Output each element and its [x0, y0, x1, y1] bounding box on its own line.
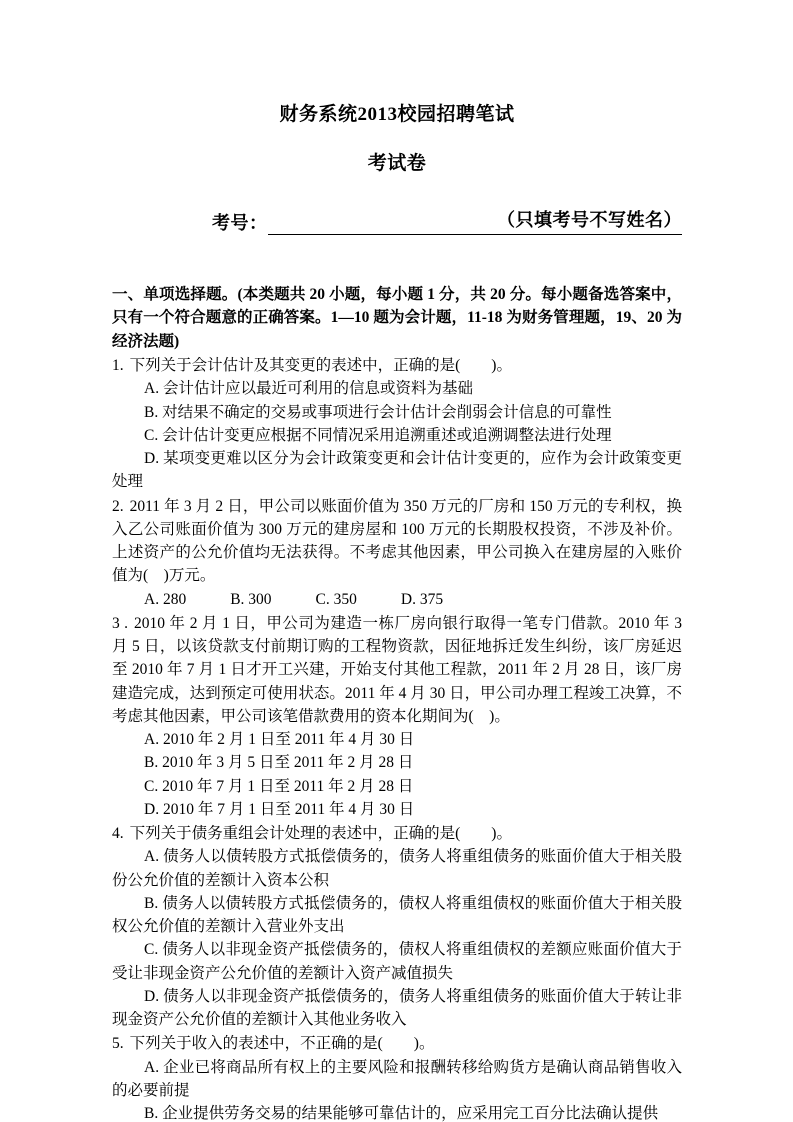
- exam-number-label: 考号：: [212, 212, 268, 233]
- question-number: 3 .: [112, 614, 129, 632]
- question-option[interactable]: B. 2010 年 3 月 5 日至 2011 年 2 月 28 日: [144, 754, 414, 772]
- question-options: [112, 728, 682, 821]
- question-stem-text: 下列关于会计估计及其变更的表述中，正确的是( )。: [129, 357, 512, 375]
- question-list: [112, 354, 682, 1122]
- exam-number-input[interactable]: [268, 206, 683, 235]
- question-block: [112, 612, 682, 821]
- question-stem: [112, 822, 682, 845]
- question-stem-text: 下列关于债务重组会计处理的表述中，正确的是( )。: [129, 825, 512, 843]
- question-stem-text: 下列关于收入的表述中，不正确的是( )。: [129, 1035, 435, 1053]
- question-option[interactable]: D. 某项变更难以区分为会计政策变更和会计估计变更的，应作为会计政策变更处理: [112, 450, 682, 491]
- question-options: [112, 377, 682, 493]
- exam-number-note: （只填考号不写姓名）: [497, 209, 682, 230]
- exam-number-row: [112, 206, 682, 235]
- question-number: 2.: [112, 497, 124, 515]
- page-title: 财务系统2013校园招聘笔试: [279, 104, 515, 125]
- question-option[interactable]: A. 企业已将商品所有权上的主要风险和报酬转移给购货方是确认商品销售收入的必要前提: [112, 1058, 682, 1099]
- question-option[interactable]: B. 债务人以债转股方式抵偿债务的，债权人将重组债权的账面价值大于相关股权公允价值的差额计入营业外支出: [112, 894, 682, 936]
- question-option[interactable]: A. 2010 年 2 月 1 日至 2011 年 4 月 30 日: [144, 731, 415, 749]
- question-option[interactable]: A. 会计估计应以最近可利用的信息或资料为基础: [144, 380, 473, 398]
- question-stem-text: 2011 年 3 月 2 日，甲公司以账面价值为 350 万元的厂房和 150 万元的专利权，换入乙公司账面价值为 300 万元的建房屋和 100 万元的长期股权投资，不涉及补价。上述资产的公允价值均无法获得。不考虑其他因素，甲公司换入在建房屋的入账价值为( )万元。: [112, 497, 682, 585]
- question-options: [112, 588, 682, 611]
- section-heading: 一、单项选择题。(本类题共 20 小题，每小题 1 分，共 20 分。每小题备选答案中，只有一个符合题意的正确答案。1—10 题为会计题，11-18 为财务管理题，19、20 为经济法题): [112, 285, 682, 350]
- question-stem: [112, 1032, 682, 1055]
- question-option[interactable]: A. 280: [144, 590, 187, 608]
- question-stem: [112, 354, 682, 377]
- question-option[interactable]: C. 债务人以非现金资产抵偿债务的，债权人将重组债权的差额应账面价值大于受让非现金资产公允价值的差额计入资产减值损失: [112, 941, 682, 982]
- page-subtitle: 考试卷: [367, 152, 427, 174]
- question-option[interactable]: D. 债务人以非现金资产抵偿债务的，债务人将重组债务的账面价值大于转让非现金资产公允价值的差额计入其他业务收入: [112, 987, 682, 1029]
- question-options: [112, 845, 682, 1031]
- question-stem: [112, 495, 682, 588]
- question-option[interactable]: B. 企业提供劳务交易的结果能够可靠估计的，应采用完工百分比法确认提供: [144, 1105, 659, 1122]
- question-option[interactable]: D. 375: [400, 590, 444, 608]
- question-block: [112, 822, 682, 1031]
- question-option[interactable]: C. 2010 年 7 月 1 日至 2011 年 2 月 28 日: [144, 777, 414, 795]
- question-options: [112, 1056, 682, 1122]
- question-number: 4.: [112, 825, 124, 843]
- question-block: [112, 1032, 682, 1122]
- page-content: [112, 0, 682, 1122]
- question-stem-text: 2010 年 2 月 1 日，甲公司为建造一栋厂房向银行取得一笔专门借款。2010 年 3 月 5 日，以该贷款支付前期订购的工程物资款，因征地拆迁发生纠纷，该厂房延迟至 2010 年 7 月 1 日才开工兴建，开始支付其他工程款，2011 年 2 月 28 日，该厂房建造完成，达到预定可使用状态。2011 年 4 月 30 日，甲公司办理工程竣工决算，不考虑其他因素，甲公司该笔借款费用的资本化期间为( )。: [112, 614, 682, 725]
- question-block: [112, 495, 682, 611]
- question-stem: [112, 612, 682, 728]
- question-option[interactable]: B. 对结果不确定的交易或事项进行会计估计会削弱会计信息的可靠性: [144, 403, 612, 421]
- question-option[interactable]: A. 债务人以债转股方式抵偿债务的，债务人将重组债务的账面价值大于相关股份公允价值的差额计入资本公积: [112, 848, 682, 889]
- question-option[interactable]: C. 会计估计变更应根据不同情况采用追溯重述或追溯调整法进行处理: [144, 426, 612, 444]
- question-number: 1.: [112, 357, 124, 375]
- question-block: [112, 354, 682, 494]
- question-option[interactable]: D. 2010 年 7 月 1 日至 2011 年 4 月 30 日: [144, 800, 415, 818]
- question-option[interactable]: B. 300: [230, 590, 272, 608]
- question-number: 5.: [112, 1035, 124, 1053]
- question-option[interactable]: C. 350: [315, 590, 357, 608]
